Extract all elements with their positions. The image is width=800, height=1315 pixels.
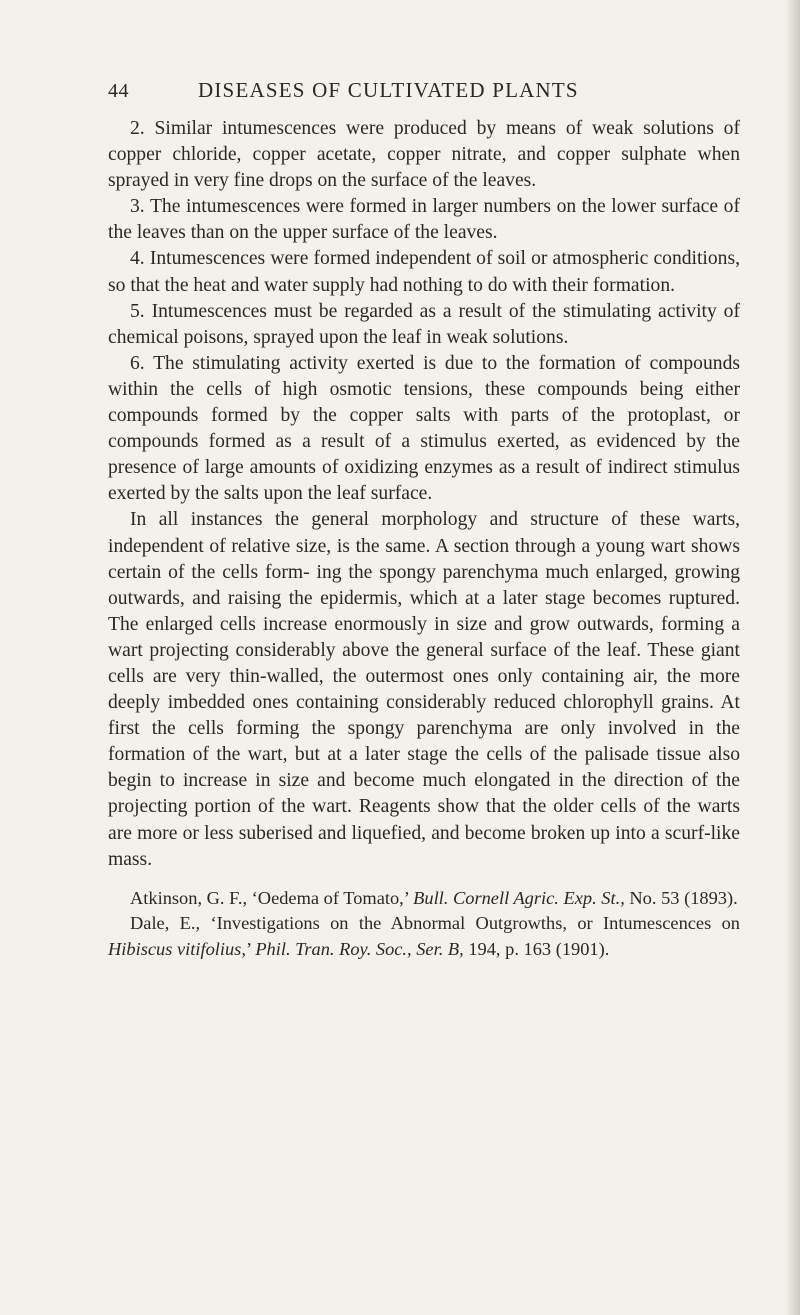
book-page: [108, 78, 740, 963]
reference-atkinson: [108, 886, 740, 912]
paragraph-finding-5: 5. Intumescences must be regarded as a result of the stimulating activity of chemical poisons, sprayed upon the leaf in weak solutions.: [108, 300, 740, 348]
paragraph-finding-2: 2. Similar intumescences were produced by means of weak solutions of copper chloride, copper acetate, copper nitrate, and copper sulphate when sprayed in very fine drops on the surface of the leaves.: [108, 118, 740, 192]
reference-journal: Phil. Tran. Roy. Soc., Ser. B,: [255, 938, 464, 959]
reference-title: ‘Oedema of Tomato,’: [251, 887, 409, 908]
references: [108, 886, 740, 963]
running-head: DISEASES OF CULTIVATED PLANTS: [198, 78, 579, 102]
reference-title: ‘Investigations on the Abnormal Outgrowths, or Intumescences on: [210, 913, 740, 934]
reference-author: Atkinson, G. F.,: [130, 887, 248, 908]
reference-details: 194, p. 163 (1901).: [468, 938, 610, 959]
paragraph-finding-6: 6. The stimulating activity exerted is due to the formation of compounds within the cells of high osmotic tensions, these compounds being either compounds formed by the copper salts with parts of the protoplast, or compounds formed as a result of a stimulus exerted, as evidenced by the presence of large amounts of oxidizing enzymes as a result of indirect stimulus exerted by the salts upon the leaf surface.: [108, 352, 740, 505]
page-header: [108, 78, 740, 108]
reference-dale: [108, 911, 740, 962]
paragraph-morphology: In all instances the general morphology and structure of these warts, independent of relative size, is the same. A section through a young wart shows certain of the cells form- ing the spongy parenchyma much enlarged, growing outwards, and raising the epidermis, which at a later stage becomes ruptured. The enlarged cells increase enormously in size and grow outwards, forming a wart projecting considerably above the general surface of the leaf. These giant cells are very thin-walled, the outermost ones only containing air, the more deeply imbedded ones containing considerably reduced chlorophyll grains. At first the cells forming the spongy parenchyma are only involved in the formation of the wart, but at a later stage the cells of the palisade tissue also begin to increase in size and become much elongated in the direction of the projecting portion of the wart. Reagents show that the older cells of the warts are more or less suberised and liquefied, and become broken up into a scurf-like mass.: [108, 509, 740, 870]
page-number: 44: [108, 80, 129, 102]
reference-journal: Bull. Cornell Agric. Exp. St.,: [413, 887, 625, 908]
reference-details: No. 53 (1893).: [629, 887, 738, 908]
body-text: [108, 116, 740, 873]
page-edge-shadow: [786, 0, 800, 1315]
paragraph-finding-3: 3. The intumescences were formed in larger numbers on the lower surface of the leaves than on the upper surface of the leaves.: [108, 196, 740, 244]
reference-title-italic: Hibiscus vitifolius,: [108, 938, 246, 959]
paragraph-finding-4: 4. Intumescences were formed independent of soil or atmospheric conditions, so that the heat and water supply had nothing to do with their formation.: [108, 248, 740, 296]
reference-author: Dale, E.,: [130, 913, 201, 934]
reference-title-end: ’: [245, 938, 251, 959]
